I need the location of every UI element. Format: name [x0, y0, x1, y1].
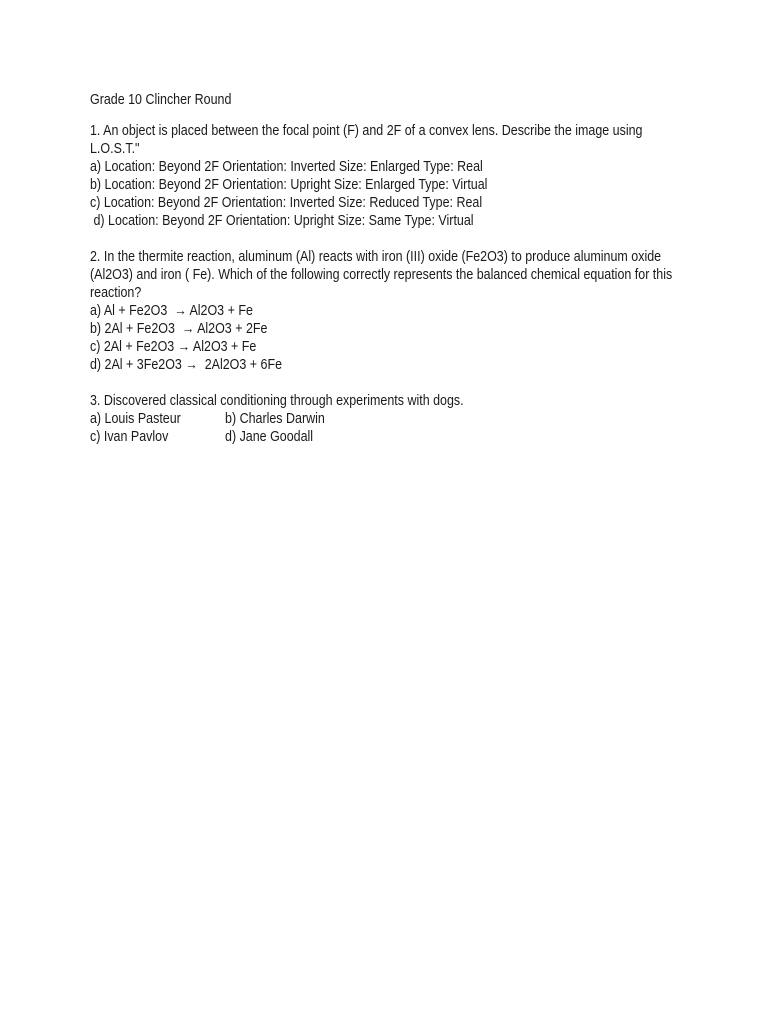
question-2	[90, 248, 692, 374]
question-1-text: 1. An object is placed between the focal point (F) and 2F of a convex lens. Describe the image using L.O.S.T."	[90, 123, 643, 157]
question-3-option-b: b) Charles Darwin	[225, 411, 325, 427]
document-title: Grade 10 Clincher Round	[90, 92, 232, 108]
question-3	[90, 392, 692, 446]
question-2-option-c: c) 2Al + Fe2O3 → Al2O3 + Fe	[90, 339, 257, 355]
question-1-option-c: c) Location: Beyond 2F Orientation: Inverted Size: Reduced Type: Real	[90, 195, 483, 211]
question-3-option-d: d) Jane Goodall	[225, 429, 314, 445]
question-3-option-c: c) Ivan Pavlov	[90, 429, 169, 445]
question-1-option-d: d) Location: Beyond 2F Orientation: Upright Size: Same Type: Virtual	[90, 213, 474, 229]
question-1-option-a: a) Location: Beyond 2F Orientation: Inverted Size: Enlarged Type: Real	[90, 159, 483, 175]
question-3-options-row-2	[90, 428, 692, 446]
question-2-option-d: d) 2Al + 3Fe2O3 → 2Al2O3 + 6Fe	[90, 357, 283, 373]
question-2-text: 2. In the thermite reaction, aluminum (Al) reacts with iron (III) oxide (Fe2O3) to produce aluminum oxide (Al2O3) and iron ( Fe). Which of the following correctly represents the balanced chemical equation for this reaction?	[90, 249, 673, 301]
question-1-option-b: b) Location: Beyond 2F Orientation: Upright Size: Enlarged Type: Virtual	[90, 177, 488, 193]
question-3-text: 3. Discovered classical conditioning through experiments with dogs.	[90, 393, 464, 409]
question-3-options-row-1	[90, 410, 692, 428]
question-2-option-a: a) Al + Fe2O3 → Al2O3 + Fe	[90, 303, 253, 319]
question-1	[90, 122, 692, 230]
question-3-option-a: a) Louis Pasteur	[90, 411, 181, 427]
document-page	[90, 91, 692, 464]
question-2-option-b: b) 2Al + Fe2O3 → Al2O3 + 2Fe	[90, 321, 268, 337]
